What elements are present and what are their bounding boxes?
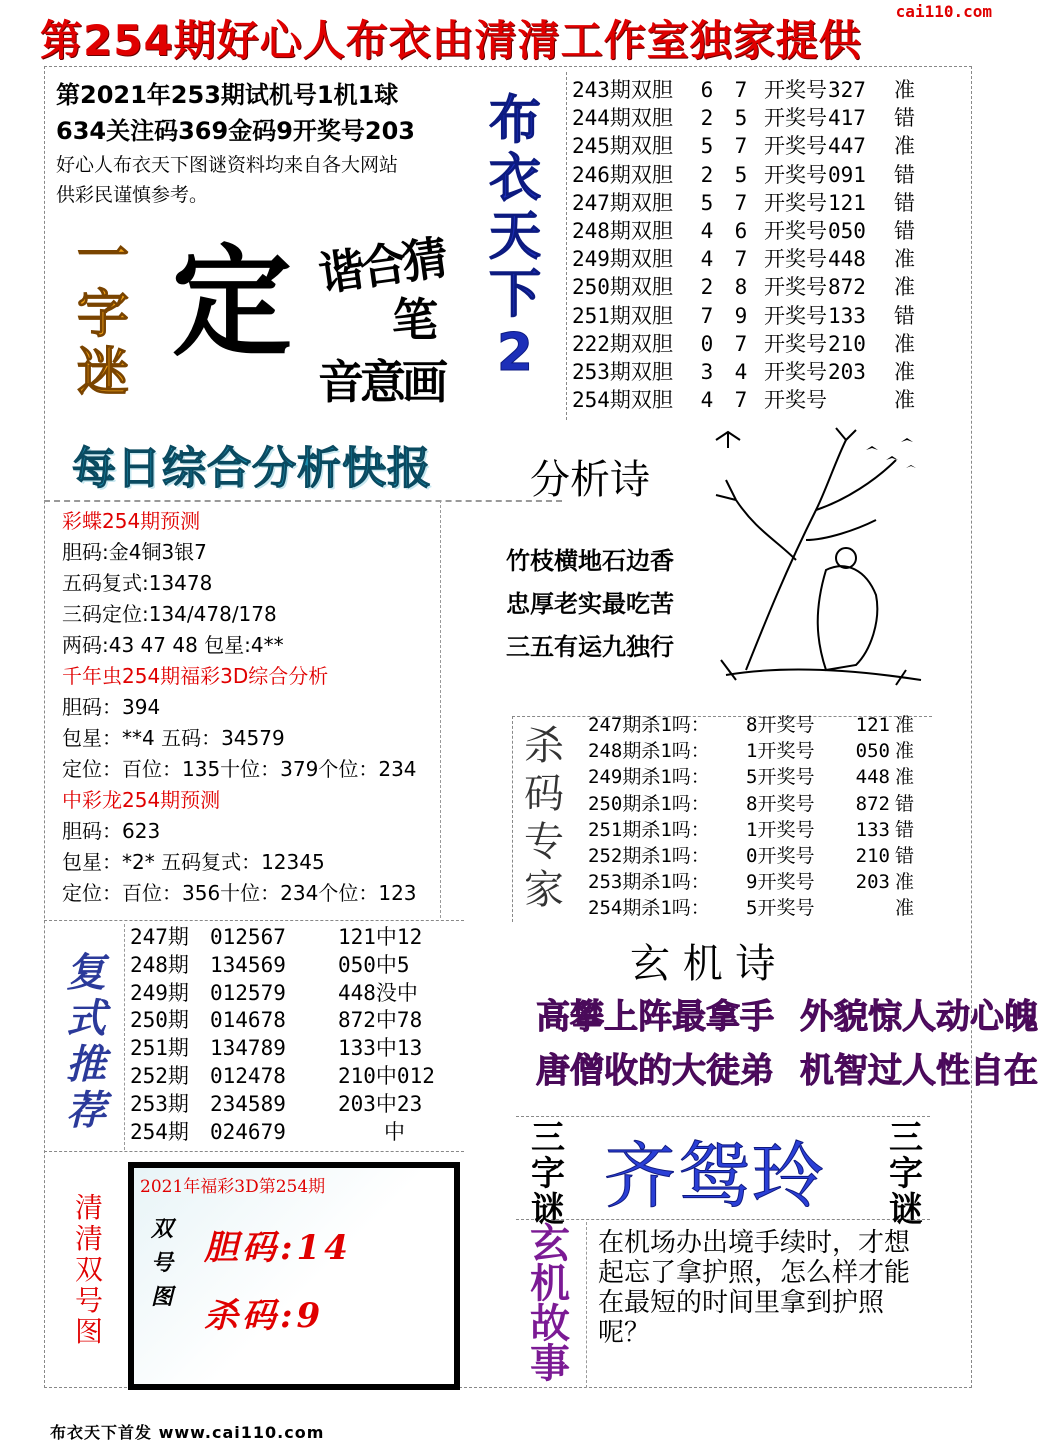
sd-issue: 247期双胆 — [572, 190, 673, 215]
kill-num: 050 — [855, 740, 890, 763]
kill-row — [588, 843, 914, 869]
analysis-line: 定位：百位：356十位：234个位：123 — [62, 881, 417, 905]
shuangdan-row — [572, 358, 952, 386]
fushi-issue: 250期 — [130, 1008, 189, 1033]
poem-line: 竹枝横地石边香 — [506, 547, 674, 575]
three-char-right — [878, 1120, 934, 1228]
fushi-nums: 012478 — [210, 1063, 286, 1088]
fushi-issue: 253期 — [130, 1091, 189, 1116]
kill-res: 错 — [894, 818, 914, 841]
shuangdan-row — [572, 245, 952, 273]
sd-issue: 250期双胆 — [572, 275, 673, 300]
kill-res: 错 — [894, 845, 914, 868]
analysis-dash — [440, 500, 441, 918]
analysis-block — [62, 506, 542, 909]
sd-digit: 7 — [734, 190, 748, 215]
story-dash — [586, 1222, 587, 1388]
sd-num — [828, 386, 884, 414]
fushi-title-char: 荐 — [66, 1087, 106, 1134]
fushi-res: 872中78 — [338, 1008, 423, 1033]
sd-digit: 8 — [734, 275, 748, 300]
fushi-nums: 024679 — [210, 1119, 286, 1144]
kill-table — [588, 712, 914, 922]
kill-num: 121 — [855, 714, 890, 736]
sd-label: 开奖号 — [764, 331, 827, 356]
sd-issue: 251期双胆 — [572, 303, 673, 328]
kill-num — [850, 895, 890, 921]
sd-digit: 5 — [700, 190, 714, 215]
qingqing-tag-char: 清 — [74, 1191, 103, 1224]
shuangdan-table — [572, 76, 952, 414]
sd-res: 错 — [894, 106, 915, 131]
sd-num: 447 — [828, 134, 866, 159]
riddle-hint-bottom: 音意画 — [318, 355, 444, 409]
three-char-right-char: 谜 — [889, 1190, 923, 1230]
kill-title-char: 专 — [524, 819, 564, 865]
qingqing-side — [148, 1212, 176, 1314]
shuangdan-row — [572, 273, 952, 301]
fushi-row — [130, 952, 435, 980]
kill-row — [588, 869, 914, 895]
poem-title: 分析诗 — [530, 457, 650, 503]
qingqing-panel — [128, 1162, 460, 1390]
kill-num: 872 — [855, 792, 890, 815]
sd-digit: 2 — [700, 106, 714, 131]
kill-code: 5开奖号 — [746, 897, 815, 920]
vertical-brand — [480, 92, 550, 392]
kill-code: 1开奖号 — [746, 740, 815, 763]
sd-res: 准 — [894, 331, 915, 356]
analysis-line: 胆码:金4铜3银7 — [62, 540, 207, 564]
sd-label: 开奖号 — [764, 360, 827, 385]
sd-label: 开奖号 — [764, 78, 827, 102]
intro-line-2: 634关注码369金码9开奖号203 — [56, 117, 415, 145]
sd-digit: 0 — [700, 331, 714, 356]
qingqing-side-char: 号 — [150, 1250, 173, 1276]
sd-digit: 4 — [700, 219, 714, 244]
sd-issue: 248期双胆 — [572, 219, 673, 244]
fushi-row — [130, 1007, 435, 1035]
sd-num: 133 — [828, 303, 866, 328]
fushi-issue: 252期 — [130, 1063, 189, 1088]
brand-char: 天 — [488, 207, 541, 267]
story-title — [522, 1220, 578, 1387]
intro-line-1: 第2021年253期试机号1机1球 — [56, 81, 399, 109]
shuangdan-row — [572, 302, 952, 330]
sd-num: 448 — [828, 247, 866, 272]
sd-num: 091 — [828, 162, 866, 187]
shuangdan-row — [572, 161, 952, 189]
kill-row — [588, 791, 914, 817]
kill-res: 错 — [894, 792, 914, 815]
sd-digit: 7 — [734, 134, 748, 159]
fushi-nums: 012579 — [210, 980, 286, 1005]
site-domain: cai110.com — [895, 2, 992, 21]
kill-res: 准 — [894, 766, 914, 789]
kill-num: 203 — [855, 871, 890, 894]
three-char-left-char: 字 — [531, 1154, 565, 1194]
sd-digit: 3 — [700, 360, 714, 385]
brand-char: 2 — [496, 323, 534, 383]
fushi-res: 121中12 — [338, 925, 423, 949]
three-char-right-char: 字 — [889, 1154, 923, 1194]
fushi-issue: 254期 — [130, 1119, 189, 1144]
shuangdan-row — [572, 386, 952, 414]
sd-issue: 243期双胆 — [572, 78, 673, 102]
xuanji-line: 唐僧收的大徒弟 — [536, 1051, 774, 1091]
fushi-dash — [124, 924, 125, 1150]
kill-title-char: 杀 — [524, 723, 564, 769]
poem-line: 三五有运九独行 — [506, 633, 674, 661]
kill-issue: 249期杀1吗： — [588, 766, 710, 789]
sd-issue: 253期双胆 — [572, 360, 673, 385]
sd-issue: 222期双胆 — [572, 331, 673, 356]
sd-res: 错 — [894, 219, 915, 244]
sd-digit: 4 — [700, 388, 714, 413]
intro-line-3: 好心人布衣天下图谜资料均来自各大网站 — [56, 154, 399, 176]
fushi-title-char: 复 — [66, 949, 106, 996]
kill-code: 8开奖号 — [746, 792, 815, 815]
qingqing-dan: 胆码:14 — [204, 1228, 352, 1268]
sd-label: 开奖号 — [764, 303, 827, 328]
xuanji-line: 高攀上阵最拿手 — [536, 997, 774, 1037]
fushi-title-char: 式 — [66, 995, 106, 1042]
sd-digit: 2 — [700, 275, 714, 300]
kill-num: 133 — [855, 818, 890, 841]
kill-title — [514, 722, 574, 914]
kill-code: 8开奖号 — [746, 714, 815, 736]
divider — [44, 500, 562, 502]
sd-label: 开奖号 — [764, 190, 827, 215]
kill-row — [588, 738, 914, 764]
fushi-res: 中 — [384, 1119, 405, 1144]
footer-text: 布衣天下首发 www.cai110.com — [50, 1423, 325, 1442]
sd-issue: 254期双胆 — [572, 388, 673, 413]
fushi-nums: 012567 — [210, 925, 286, 949]
fushi-res: 133中13 — [338, 1036, 423, 1061]
fushi-nums: 134789 — [210, 1036, 286, 1061]
ink-illustration — [706, 420, 928, 702]
analysis-line: 定位：百位：135十位：379个位：234 — [62, 757, 417, 781]
sd-res: 错 — [894, 303, 915, 328]
riddle-hint-side: 笔 — [392, 293, 438, 347]
sd-digit: 7 — [734, 247, 748, 272]
story-title-char: 故 — [530, 1300, 570, 1347]
sd-label: 开奖号 — [764, 275, 827, 300]
intro-block — [56, 78, 476, 210]
sd-num: 327 — [828, 78, 866, 102]
brand-char: 衣 — [488, 149, 541, 209]
fushi-issue: 247期 — [130, 925, 189, 949]
kill-res: 准 — [894, 740, 914, 763]
qny-title: 千年虫254期福彩3D综合分析 — [62, 664, 329, 688]
xuanji-line: 外貌惊人动心魄 — [800, 997, 1038, 1037]
analysis-line: 包星：**4 五码：34579 — [62, 726, 285, 750]
kill-row — [588, 764, 914, 790]
kill-title-char: 码 — [524, 771, 564, 817]
sd-res: 准 — [894, 360, 915, 385]
analysis-line: 胆码：623 — [62, 819, 161, 843]
kill-issue: 253期杀1吗： — [588, 871, 710, 894]
sd-label: 开奖号 — [764, 247, 827, 272]
sd-digit: 4 — [700, 247, 714, 272]
kill-code: 9开奖号 — [746, 871, 815, 894]
sd-digit: 5 — [734, 162, 748, 187]
sd-label: 开奖号 — [764, 106, 827, 131]
qingqing-tag-char: 号 — [74, 1284, 103, 1317]
sd-num: 417 — [828, 106, 866, 131]
qingqing-tag-char: 图 — [74, 1315, 103, 1348]
sd-issue: 245期双胆 — [572, 134, 673, 159]
sd-label: 开奖号 — [764, 219, 827, 244]
kill-code: 0开奖号 — [746, 845, 815, 868]
fushi-title — [56, 950, 116, 1134]
qingqing-tag-char: 双 — [74, 1253, 103, 1286]
sd-num: 121 — [828, 190, 866, 215]
kill-num: 448 — [855, 766, 890, 789]
kill-code: 5开奖号 — [746, 766, 815, 789]
three-char-left-char: 三 — [531, 1118, 565, 1158]
sd-res: 准 — [894, 247, 915, 272]
sd-num: 050 — [828, 219, 866, 244]
fushi-res: 210中012 — [338, 1063, 435, 1088]
analysis-line: 包星：*2* 五码复式：12345 — [62, 850, 325, 874]
sd-res: 错 — [894, 162, 915, 187]
sd-label: 开奖号 — [764, 388, 827, 413]
kill-issue: 251期杀1吗： — [588, 818, 710, 841]
story-title-char: 玄 — [530, 1220, 570, 1267]
sd-digit: 7 — [734, 78, 748, 102]
kill-res: 准 — [894, 714, 914, 736]
kill-issue: 254期杀1吗： — [588, 897, 710, 920]
shuangdan-row — [572, 330, 952, 358]
story-title-char: 机 — [530, 1260, 570, 1307]
analysis-line: 三码定位:134/478/178 — [62, 602, 277, 626]
poem-lines — [506, 540, 674, 669]
riddle-tag-char: 迷 — [76, 343, 129, 403]
sd-digit: 7 — [734, 388, 748, 413]
kill-row — [588, 817, 914, 843]
sd-res: 准 — [894, 388, 915, 413]
sd-digit: 5 — [700, 134, 714, 159]
sd-digit: 6 — [734, 219, 748, 244]
kill-row — [588, 895, 914, 921]
three-char-left — [520, 1120, 576, 1228]
analysis-line: 胆码：394 — [62, 695, 161, 719]
analysis-line: 两码:43 47 48 包星:4** — [62, 633, 284, 657]
sd-digit: 6 — [700, 78, 714, 102]
fushi-row — [130, 980, 435, 1008]
sd-digit: 7 — [700, 303, 714, 328]
riddle-one-char — [56, 228, 456, 418]
kill-title-char: 家 — [524, 867, 564, 913]
story-title-char: 事 — [530, 1340, 570, 1387]
riddle-answer: 定 — [172, 232, 292, 373]
fushi-row — [130, 1091, 435, 1119]
riddle-tag-char: 一 — [76, 227, 129, 287]
shuangdan-row — [572, 189, 952, 217]
xuanji-title: 玄 机 诗 — [630, 941, 776, 987]
fushi-issue: 251期 — [130, 1036, 189, 1061]
daily-report-title: 每日综合分析快报 — [72, 443, 432, 494]
riddle-tag — [68, 228, 138, 402]
xuanji-line: 机智过人性自在 — [800, 1051, 1038, 1091]
qingqing-side-char: 双 — [150, 1216, 173, 1242]
sd-issue: 244期双胆 — [572, 106, 673, 131]
sd-num: 203 — [828, 360, 866, 385]
kill-res: 准 — [894, 871, 914, 894]
shuangdan-row — [572, 217, 952, 245]
fushi-issue: 248期 — [130, 952, 189, 977]
sd-label: 开奖号 — [764, 162, 827, 187]
brand-char: 布 — [488, 91, 541, 151]
sd-res: 准 — [894, 275, 915, 300]
sd-res: 准 — [894, 78, 915, 102]
poem-line: 忠厚老实最吃苦 — [506, 590, 674, 618]
sd-digit: 9 — [734, 303, 748, 328]
fushi-res: 050中5 — [338, 952, 410, 977]
sd-num: 872 — [828, 275, 866, 300]
riddle-tag-char: 字 — [76, 285, 129, 345]
shuangdan-row — [572, 132, 952, 160]
sd-issue: 246期双胆 — [572, 162, 673, 187]
fushi-nums: 134569 — [210, 952, 286, 977]
kill-row — [588, 712, 914, 738]
fushi-row — [130, 1119, 435, 1147]
sd-label: 开奖号 — [764, 134, 827, 159]
fushi-row — [130, 1035, 435, 1063]
sd-num: 210 — [828, 331, 866, 356]
kill-num: 210 — [855, 845, 890, 868]
fushi-row — [130, 924, 435, 952]
kill-issue: 247期杀1吗： — [588, 714, 710, 736]
sd-digit: 2 — [700, 162, 714, 187]
fushi-issue: 249期 — [130, 980, 189, 1005]
xuanji-lines — [536, 990, 1038, 1098]
three-char-left-char: 谜 — [531, 1190, 565, 1230]
fushi-title-char: 推 — [66, 1041, 106, 1088]
intro-line-4: 供彩民谨慎参考。 — [56, 184, 209, 206]
kill-issue: 248期杀1吗： — [588, 740, 710, 763]
fushi-res: 448没中 — [338, 980, 418, 1005]
qingqing-tag — [64, 1192, 114, 1347]
brand-char: 下 — [488, 265, 541, 325]
three-char-answer: 齐鸳玲 — [604, 1134, 827, 1218]
kill-issue: 250期杀1吗： — [588, 792, 710, 815]
sd-res: 准 — [894, 134, 915, 159]
kill-code: 1开奖号 — [746, 818, 815, 841]
kill-issue: 252期杀1吗： — [588, 845, 710, 868]
caidie-title: 彩蝶254期预测 — [62, 509, 201, 533]
fushi-row — [130, 1063, 435, 1091]
fushi-res: 203中23 — [338, 1091, 423, 1116]
qingqing-side-char: 图 — [150, 1284, 173, 1310]
sd-digit: 7 — [734, 331, 748, 356]
sd-res: 错 — [894, 190, 915, 215]
fushi-nums: 014678 — [210, 1008, 286, 1033]
sd-issue: 249期双胆 — [572, 247, 673, 272]
riddle-hint-top: 谐合猜 — [315, 230, 448, 302]
three-char-right-char: 三 — [889, 1118, 923, 1158]
qingqing-sha: 杀码:9 — [204, 1296, 325, 1336]
zcl-title: 中彩龙254期预测 — [62, 788, 221, 812]
story-text: 在机场办出境手续时，才想起忘了拿护照，怎么样才能在最短的时间里拿到护照呢？ — [598, 1228, 911, 1348]
sd-digit: 5 — [734, 106, 748, 131]
qingqing-tag-char: 清 — [74, 1222, 103, 1255]
page-title: 第254期好心人布衣由清清工作室独家提供 — [40, 16, 862, 65]
sd-digit: 4 — [734, 360, 748, 385]
kill-res: 准 — [894, 897, 914, 920]
qingqing-header: 2021年福彩3D第254期 — [140, 1177, 326, 1197]
fushi-table — [130, 924, 435, 1146]
analysis-line: 五码复式:13478 — [62, 571, 213, 595]
shuangdan-row — [572, 76, 952, 104]
fushi-nums: 234589 — [210, 1091, 286, 1116]
shuangdan-row — [572, 104, 952, 132]
